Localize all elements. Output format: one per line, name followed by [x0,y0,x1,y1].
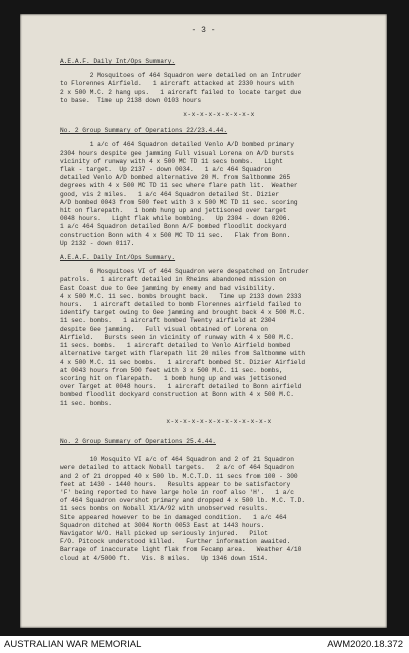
section-separator: x-x-x-x-x-x-x-x-x [183,111,255,119]
document-body [60,58,378,563]
section-heading: A.E.A.F. Daily Int/Ops Summary. [60,254,176,262]
document-page [20,14,387,628]
caption-bar [0,636,409,653]
section-2 [60,127,378,248]
section-paragraph: 6 Mosquitoes VI of 464 Squadron were despatched on Intruder patrols. 1 aircraft detailed in Rheims abandoned mission on East Coast due to Gee jamming by enemy and bad visibility. 4 x 500 M.C. 11 sec. bombs brought back. Time up 2133 down 2333 hours. 1 aircraft detailed to bomb Florennes airfield failed to identify target owing to Gee jamming and brought back 4 x 500 M.C. 11 sec. bombs. 1 aircraft bombed Twenty airfield at 2304 despite Gee jamming. Full visual obtained of Lorena on Airfield. Bursts seen in vicinity of runway with 4 x 500 M.C. 11 secs. bombs. 1 aircraft detailed to Venlo Airfield bombed alternative target with flarepath lit 20 miles from Saltbomme with 4 x 500 M.C. 11 sec bombs. 1 aircraft bombed St. Dizier Airfield at 0043 hours from 500 feet with 3 x 500 M.C. 11 sec. bombs, scoring hit on flarepath. 1 bomb hung up and was jettisoned over Target at 0048 hours. 1 aircraft detailed to Bonn airfield bombed floodlit dockyard construction at Bonn with 4 x 500 M.C. 11 sec. bombs. [60,268,309,407]
section-separator: x-x-x-x-x-x-x-x-x-x-x-x-x [166,417,272,425]
section-paragraph: 1 a/c of 464 Squadron detailed Venlo A/D bombed primary 2304 hours despite gee jamming Full visual Lorena on A/D bursts vicinity of runway with 4 x 500 MC TD 11 secs bombs. Light flak - target. Up 2137 - down 0034. 1 a/c 464 Squadron detailed Venlo A/D bombed alternative 20 M. from Saltbomme 265 degrees with 4 x 500 MC TD 11 sec where flare path lit. Weather good, vis 2 miles. 1 a/c 464 Squadron detailed St. Dizier A/D bombed 0043 from 500 feet with 3 x 500 MC TD 11 sec. scoring hit on flarepath. 1 bomb hung up and jettisoned over target 0048 hours. Light flak while bombing. Up 2304 - down 0206. 1 a/c 464 Squadron detailed Bonn A/F bombed floodlit dockyard construction Bonn with 4 x 500 MC TD 11 sec. Flak from Bonn. Up 2132 - down 0117. [60,141,298,247]
section-heading: A.E.A.F. Daily Int/Ops Summary. [60,58,176,65]
section-1 [60,58,378,119]
reference-number: AWM2020.18.372 [327,639,403,650]
section-heading: No. 2 Group Summary of Operations 22/23.4.44. [60,127,228,135]
section-paragraph: 2 Mosquitoes of 464 Squadron were detailed on an Intruder to Florennes Airfield. 1 aircraft attacked at 2330 hours with 2 x 500 M.C. 2 hang ups. 1 aircraft failed to locate target due to base. Time up 2138 down 0103 hours [60,72,302,104]
section-heading: No. 2 Group Summary of Operations 25.4.44. [60,437,216,445]
section-3 [60,254,378,426]
section-4 [60,438,378,563]
institution-label: AUSTRALIAN WAR MEMORIAL [4,639,142,650]
section-paragraph: 10 Mosquito VI a/c of 464 Squadron and 2 of 21 Squadron were detailed to attack Noball targets. 2 a/c of 464 Squadron and 2 of 21 dropped 40 x 500 lb. M.C.T.D. 11 secs from 100 - 300 feet at 1430 - 1440 hours. Results appear to be satisfactory 'F' being reported to have large hole in roof also 'H'. 1 a/c of 464 Squadron overshot primary and dropped 4 x 500 lb. M.C. T.D. 11 secs bombs on Noball X1/A/92 with unobserved results. Site appeared however to be in damaged condition. 1 a/c 464 Squadron ditched at 3004 North 0053 East at 1443 hours. Navigator W/O. Hall picked up seriously injured. Pilot F/O. Pitcock understood killed. Further information awaited. Barrage of inaccurate light flak from Fecamp area. Weather 4/10 cloud at 4/5000 ft. Vis. 8 miles. Up 1346 down 1514. [60,456,306,562]
page-number: - 3 - [191,26,216,35]
